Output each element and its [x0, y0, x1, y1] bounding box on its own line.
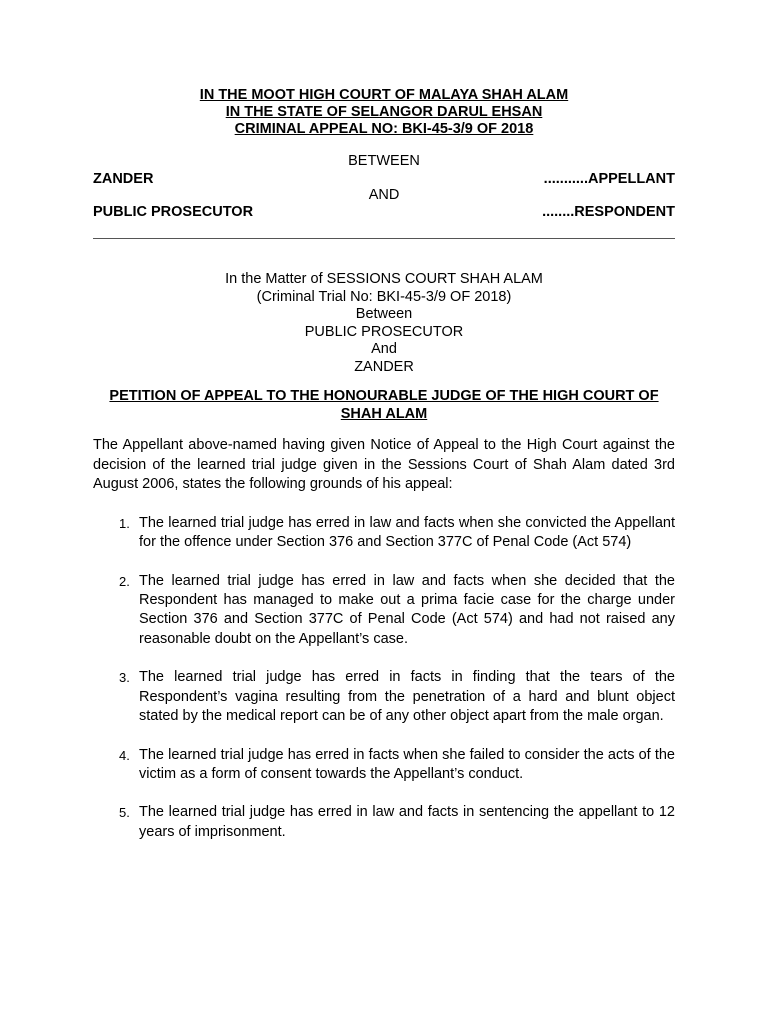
appellant-role: ...........APPELLANT	[543, 171, 675, 187]
divider-line	[93, 238, 675, 239]
respondent-name: PUBLIC PROSECUTOR	[93, 204, 254, 220]
ground-item	[93, 803, 675, 842]
ground-text: The learned trial judge has erred in law and facts when she decided that the Respondent has managed to make out a prima facie case for the charge under Section 376 and Section 377C of Penal Code (Act 574) and had not raised any reasonable doubt on the Appellant’s case.	[139, 572, 675, 647]
matter-line: (Criminal Trial No: BKI-45-3/9 OF 2018)	[256, 288, 512, 305]
ground-item	[93, 668, 675, 726]
ground-number: 4.	[119, 747, 130, 763]
ground-item	[93, 514, 675, 553]
respondent-role: ........RESPONDENT	[542, 204, 675, 220]
grounds-list	[93, 514, 675, 861]
matter-line: In the Matter of SESSIONS COURT SHAH ALAM	[225, 271, 543, 287]
ground-text: The learned trial judge has erred in facts when she failed to consider the acts of the victim as a form of consent towards the Appellant’s conduct.	[139, 746, 675, 782]
matter-line: Between	[355, 306, 413, 323]
ground-number: 5.	[119, 805, 130, 821]
appellant-name: ZANDER	[93, 171, 154, 187]
ground-item	[93, 746, 675, 785]
ground-text: The learned trial judge has erred in facts in finding that the tears of the Respondent’s vagina resulting from the penetration of a hard and blunt object stated by the medical report can be of any other object apart from the male organ.	[139, 669, 675, 724]
ground-number: 1.	[119, 516, 130, 531]
ground-item	[93, 572, 675, 649]
ground-text: The learned trial judge has erred in law and facts in sentencing the appellant to 12 years of imprisonment.	[139, 804, 675, 840]
between-label: BETWEEN	[348, 153, 420, 169]
court-state: IN THE STATE OF SELANGOR DARUL EHSAN	[225, 104, 543, 120]
court-name: IN THE MOOT HIGH COURT OF MALAYA SHAH ALAM	[199, 87, 569, 103]
petition-title: PETITION OF APPEAL TO THE HONOURABLE JUDGE OF THE HIGH COURT OF SHAH ALAM	[109, 388, 659, 422]
intro-paragraph: The Appellant above-named having given Notice of Appeal to the High Court against the decision of the learned trial judge given in the Sessions Court of Shah Alam dated 3rd August 2006, states the following grounds of his appeal:	[93, 437, 675, 492]
matter-block	[0, 271, 768, 377]
court-header	[0, 87, 768, 138]
ground-number: 3.	[119, 670, 130, 686]
matter-line: ZANDER	[354, 358, 414, 375]
and-label: AND	[368, 187, 400, 203]
respondent-row	[93, 204, 675, 220]
matter-line: PUBLIC PROSECUTOR	[304, 323, 464, 340]
appeal-number: CRIMINAL APPEAL NO: BKI-45-3/9 OF 2018	[234, 121, 534, 137]
appellant-row	[93, 171, 675, 187]
ground-number: 2.	[119, 573, 130, 589]
ground-text: The learned trial judge has erred in law and facts when she convicted the Appellant for the offence under Section 376 and Section 377C of Penal Code (Act 574)	[139, 515, 675, 551]
matter-line: And	[371, 341, 397, 358]
